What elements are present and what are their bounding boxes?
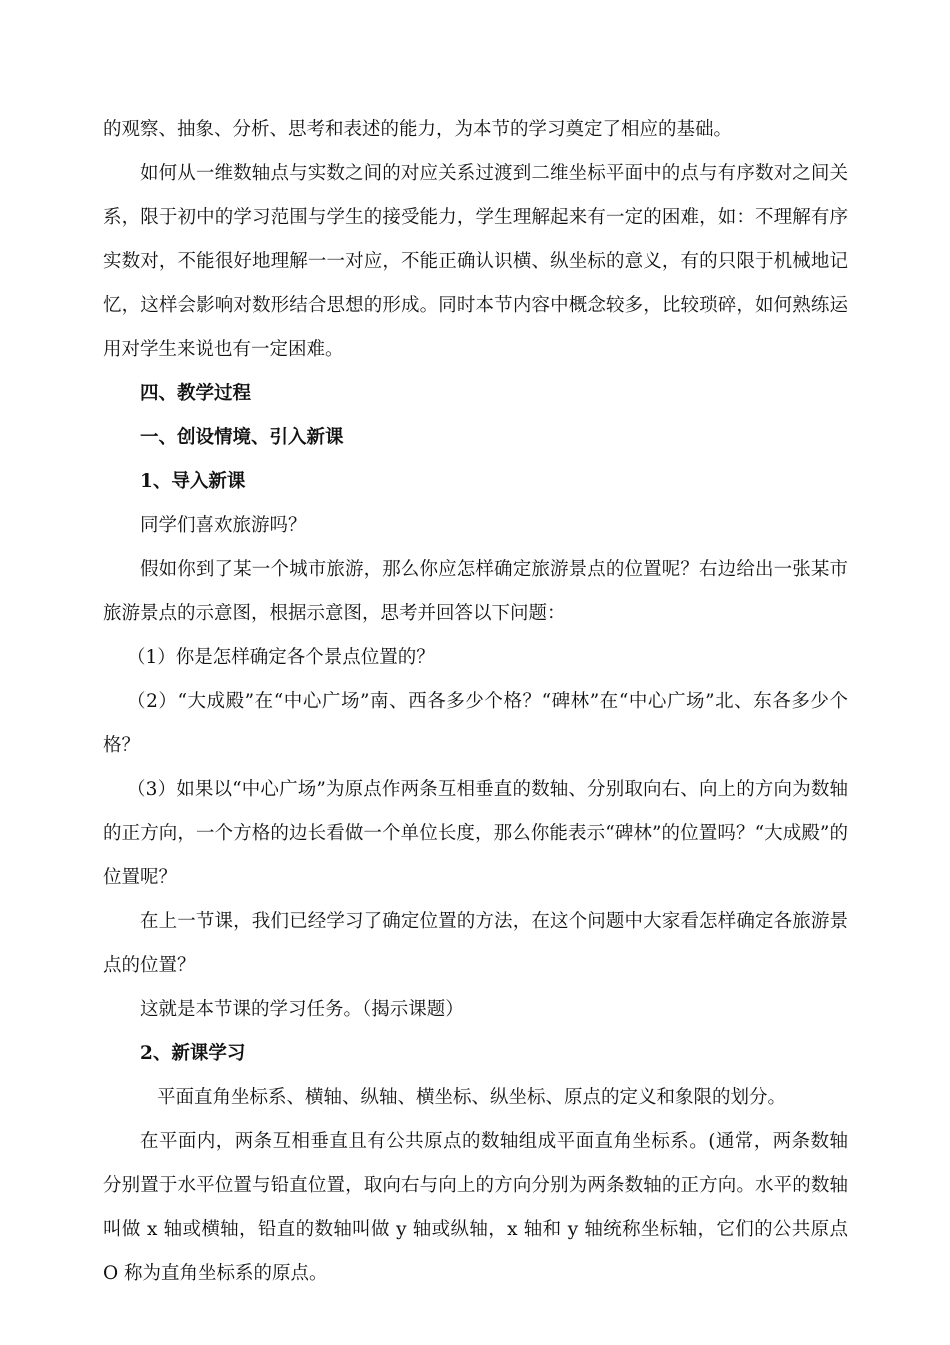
question-1: （1）你是怎样确定各个景点位置的？ (127, 647, 435, 668)
heading-new-lesson: 2、新课学习 (140, 1043, 246, 1064)
paragraph-scenario: 假如你到了某一个城市旅游，那么你应怎样确定旅游景点的位置呢？右边给出一张某市旅游景点的示意图，根据示意图，思考并回答以下问题： (103, 559, 848, 624)
paragraph-coordinate-system: 在平面内，两条互相垂直且有公共原点的数轴组成平面直角坐标系。(通常，两条数轴分别置于水平位置与铅直位置，取向右与向上的方向分别为两条数轴的正方向。水平的数轴叫做 x 轴或横轴，铅直的数轴叫做 y 轴或纵轴，x 轴和 y 轴统称坐标轴，它们的公共原点 O 称为直角坐标系的原点。 (103, 1131, 848, 1284)
paragraph-intro-end: 的观察、抽象、分析、思考和表述的能力，为本节的学习奠定了相应的基础。 (103, 119, 733, 140)
paragraph-definitions: 平面直角坐标系、横轴、纵轴、横坐标、纵坐标、原点的定义和象限的划分。 (157, 1087, 787, 1108)
document-page (103, 108, 848, 1296)
question-2: （2）“大成殿”在“中心广场”南、西各多少个格？“碑林”在“中心广场”北、东各多少个格？ (103, 691, 848, 756)
heading-create-situation: 一、创设情境、引入新课 (140, 427, 344, 448)
paragraph-question-travel: 同学们喜欢旅游吗？ (140, 515, 307, 536)
heading-introduce-lesson: 1、导入新课 (140, 471, 246, 492)
question-3: （3）如果以“中心广场”为原点作两条互相垂直的数轴、分别取向右、向上的方向为数轴的正方向，一个方格的边长看做一个单位长度，那么你能表示“碑林”的位置吗？“大成殿”的位置呢？ (103, 779, 848, 888)
heading-teaching-process: 四、教学过程 (140, 383, 252, 404)
paragraph-task: 这就是本节课的学习任务。（揭示课题） (140, 999, 464, 1020)
paragraph-difficulty: 如何从一维数轴点与实数之间的对应关系过渡到二维坐标平面中的点与有序数对之间关系，限于初中的学习范围与学生的接受能力，学生理解起来有一定的困难，如：不理解有序实数对，不能很好地理解一一对应，不能正确认识横、纵坐标的意义，有的只限于机械地记忆，这样会影响对数形结合思想的形成。同时本节内容中概念较多，比较琐碎，如何熟练运用对学生来说也有一定困难。 (103, 163, 848, 360)
paragraph-previous-lesson: 在上一节课，我们已经学习了确定位置的方法，在这个问题中大家看怎样确定各旅游景点的位置？ (103, 911, 848, 976)
